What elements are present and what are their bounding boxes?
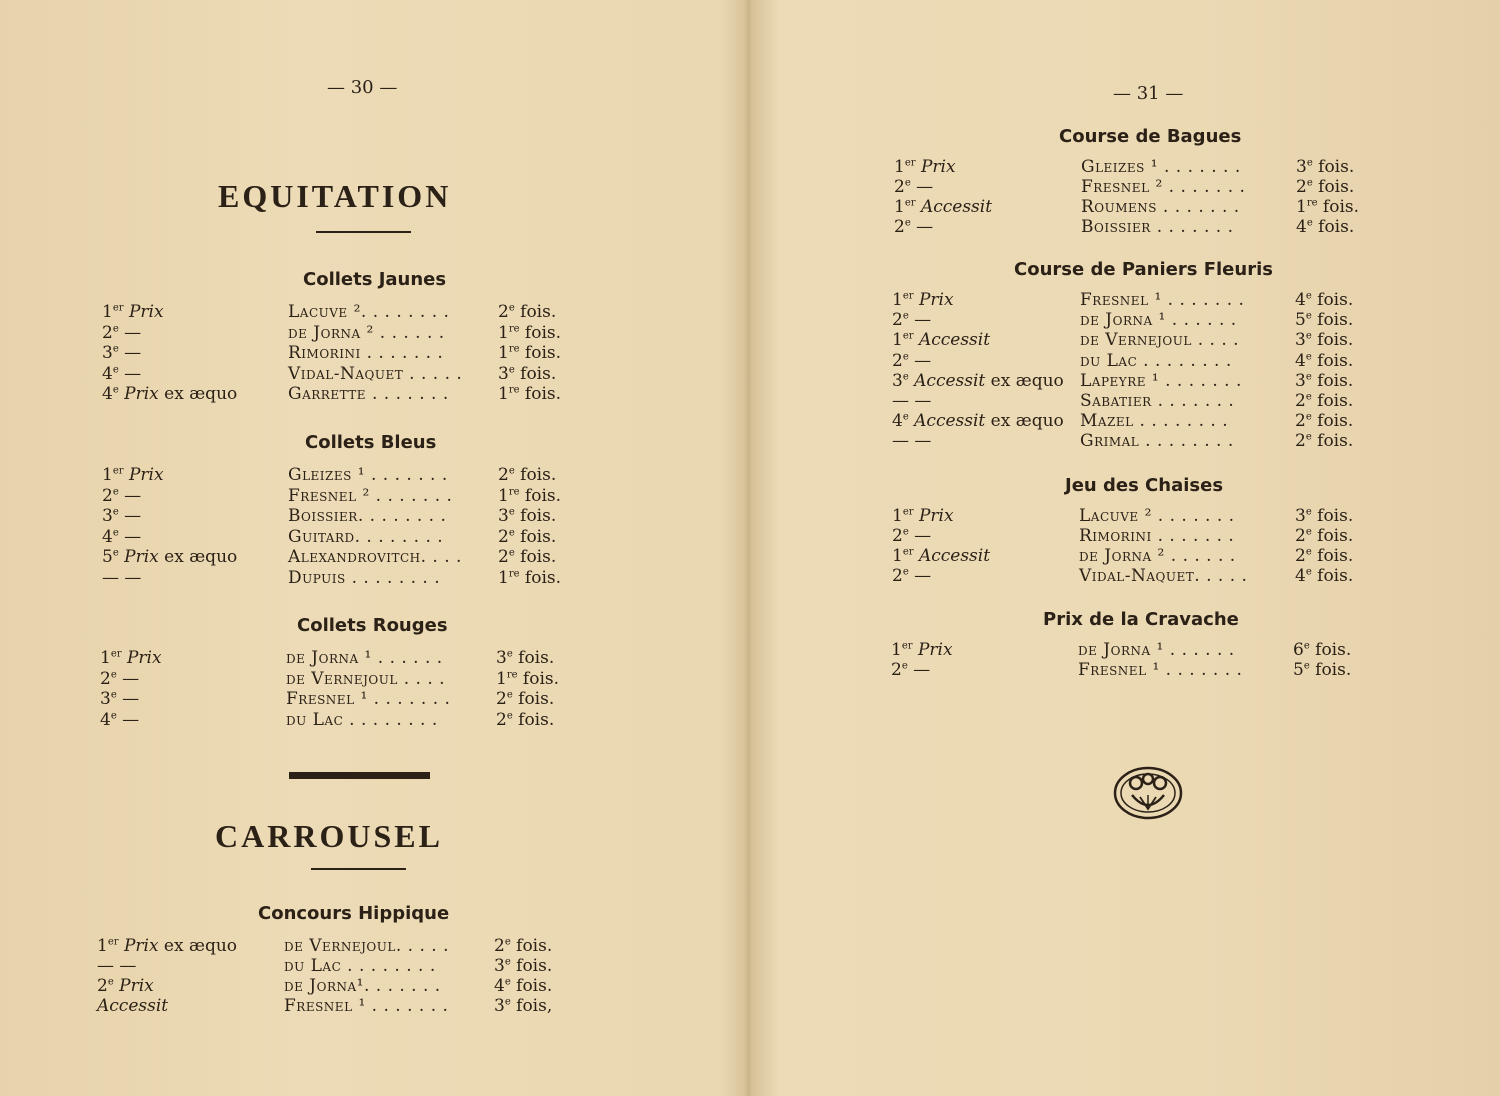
student-name: Alexandrovitch. . . . [288, 547, 462, 567]
award-row [747, 177, 1500, 197]
rank-label: 1er Prix [100, 648, 162, 668]
award-row [747, 546, 1500, 566]
student-name: Fresnel ¹ . . . . . . . [284, 996, 449, 1016]
award-row [747, 310, 1500, 330]
student-name: Fresnel ² . . . . . . . [288, 485, 453, 506]
award-row [0, 648, 745, 668]
right-page [747, 0, 1500, 1096]
award-row [747, 290, 1500, 310]
rank-label: 4e Accessit ex æquo [892, 411, 1064, 432]
times-count: 1re fois. [498, 384, 562, 404]
times-count: 2e fois. [1295, 546, 1354, 566]
student-name: Dupuis . . . . . . . . [288, 567, 441, 588]
student-name: de Vernejoul. . . . . [284, 936, 449, 956]
divider-thick [289, 772, 430, 779]
rank-label: 4e — [100, 709, 140, 730]
rank-label: 2e — [892, 350, 932, 371]
student-name: de Vernejoul . . . . [286, 668, 446, 689]
student-name: de Jorna ¹ . . . . . . [1078, 640, 1235, 660]
student-name: Gleizes ¹ . . . . . . . [288, 465, 448, 485]
times-count: 2e fois. [1295, 391, 1354, 411]
student-name: Lapeyre ¹ . . . . . . . [1080, 370, 1242, 391]
student-name: de Jorna ² . . . . . . [1079, 546, 1236, 566]
student-name: de Jorna ¹ . . . . . . [1080, 310, 1237, 331]
award-row [747, 640, 1500, 660]
times-count: 2e fois. [496, 709, 555, 730]
section-heading: Course de Paniers Fleuris [1014, 259, 1273, 280]
rank-label: 1er Prix [892, 290, 954, 310]
rank-label: 1er Prix [891, 640, 953, 660]
times-count: 3e fois. [494, 956, 553, 976]
student-name: Mazel . . . . . . . . [1080, 411, 1229, 432]
rank-label: 1er Prix [894, 157, 956, 177]
times-count: 2e fois. [498, 465, 557, 485]
award-row [0, 323, 745, 343]
award-row [0, 527, 745, 547]
times-count: 2e fois. [1295, 431, 1354, 452]
section-heading: Collets Rouges [297, 615, 448, 636]
rank-label: 4e Prix ex æquo [102, 384, 238, 404]
rank-label: 1er Prix [102, 302, 164, 322]
student-name: Roumens . . . . . . . [1081, 197, 1240, 217]
rank-label: 2e — [894, 177, 934, 197]
student-name: Fresnel ¹ . . . . . . . [286, 689, 451, 709]
student-name: du Lac . . . . . . . . [284, 956, 436, 976]
times-count: 4e fois. [494, 976, 553, 996]
award-row [0, 343, 745, 363]
student-name: Grimal . . . . . . . . [1080, 431, 1234, 452]
times-count: 2e fois. [498, 547, 557, 567]
divider [311, 868, 406, 870]
student-name: Boissier. . . . . . . . [288, 506, 447, 526]
times-count: 4e fois. [1296, 217, 1355, 237]
rank-label: 1er Prix [102, 465, 164, 485]
rank-label: 3e — [102, 506, 142, 526]
award-row [0, 669, 745, 689]
rank-label: 2e — [891, 660, 931, 680]
times-count: 3e fois, [494, 996, 553, 1016]
times-count: 3e fois. [496, 648, 555, 668]
times-count: 2e fois. [498, 302, 557, 322]
times-count: 2e fois. [1295, 411, 1354, 432]
award-row [747, 197, 1500, 217]
times-count: 3e fois. [1295, 506, 1354, 526]
student-name: Fresnel ¹ . . . . . . . [1080, 290, 1245, 310]
award-row [747, 330, 1500, 350]
student-name: Rimorini . . . . . . . [288, 343, 444, 363]
rank-label: 3e — [102, 343, 142, 363]
award-row [0, 689, 745, 709]
times-count: 3e fois. [498, 363, 557, 384]
times-count: 4e fois. [1295, 566, 1354, 586]
ornament-icon [1112, 765, 1184, 821]
rank-label: 1er Accessit [894, 197, 993, 217]
student-name: Gleizes ¹ . . . . . . . [1081, 157, 1241, 177]
times-count: 2e fois. [496, 689, 555, 709]
student-name: Guitard. . . . . . . . [288, 526, 444, 547]
student-name: Vidal-Naquet. . . . . [1079, 566, 1248, 586]
times-count: 1re fois. [498, 485, 562, 506]
times-count: 3e fois. [1296, 157, 1355, 177]
award-row [0, 302, 745, 322]
award-row [747, 566, 1500, 586]
rank-label: 1er Accessit [892, 330, 991, 351]
award-row [747, 526, 1500, 546]
section-heading: Collets Bleus [305, 432, 437, 453]
section-heading: Course de Bagues [1059, 126, 1242, 147]
student-name: Lacuve ². . . . . . . . [288, 302, 450, 322]
rank-label: Accessit [97, 996, 169, 1016]
rank-label: 1er Prix ex æquo [97, 936, 238, 956]
left-page [0, 0, 745, 1096]
student-name: du Lac . . . . . . . . [1080, 350, 1232, 371]
student-name: Lacuve ² . . . . . . . [1079, 506, 1235, 526]
times-count: 3e fois. [1295, 330, 1354, 351]
student-name: Vidal-Naquet . . . . . [288, 363, 463, 384]
rank-label: 2e — [100, 668, 140, 689]
award-row [0, 364, 745, 384]
award-row [0, 976, 745, 996]
rank-label: 2e — [892, 526, 932, 546]
student-name: de Jorna ² . . . . . . [288, 322, 445, 343]
award-row [0, 568, 745, 588]
rank-label: — — [892, 431, 932, 452]
rank-label: 2e — [102, 322, 142, 343]
times-count: 1re fois. [1296, 197, 1360, 217]
times-count: 1re fois. [496, 668, 560, 689]
award-row [0, 384, 745, 404]
award-row [0, 710, 745, 730]
times-count: 1re fois. [498, 322, 562, 343]
student-name: de Jorna¹. . . . . . . [284, 976, 441, 996]
award-row [747, 411, 1500, 431]
student-name: Boissier . . . . . . . [1081, 217, 1234, 237]
times-count: 4e fois. [1295, 290, 1354, 310]
student-name: de Vernejoul . . . . [1080, 330, 1240, 351]
section-title-equitation: EQUITATION [218, 178, 452, 214]
times-count: 5e fois. [1295, 310, 1354, 331]
student-name: Garrette . . . . . . . [288, 384, 449, 404]
times-count: 2e fois. [494, 936, 553, 956]
section-heading: Collets Jaunes [303, 269, 447, 290]
rank-label: — — [97, 956, 137, 976]
student-name: Fresnel ¹ . . . . . . . [1078, 660, 1243, 680]
page-number: — 30 — [327, 77, 398, 98]
award-row [0, 506, 745, 526]
rank-label: 2e Prix [97, 976, 154, 996]
award-row [747, 217, 1500, 237]
times-count: 2e fois. [1296, 177, 1355, 197]
award-row [0, 486, 745, 506]
award-row [747, 660, 1500, 680]
section-heading: Concours Hippique [258, 903, 450, 924]
award-row [747, 157, 1500, 177]
times-count: 2e fois. [1295, 526, 1354, 546]
student-name: du Lac . . . . . . . . [286, 709, 438, 730]
student-name: Fresnel ² . . . . . . . [1081, 177, 1246, 197]
rank-label: 2e — [892, 310, 932, 331]
award-row [0, 956, 745, 976]
times-count: 1re fois. [498, 343, 562, 363]
rank-label: 4e — [102, 363, 142, 384]
rank-label: 4e — [102, 526, 142, 547]
times-count: 3e fois. [498, 506, 557, 526]
section-heading: Prix de la Cravache [1043, 609, 1239, 630]
award-row [0, 465, 745, 485]
section-title-carrousel: CARROUSEL [215, 818, 443, 854]
student-name: Rimorini . . . . . . . [1079, 526, 1235, 546]
award-row [0, 936, 745, 956]
times-count: 6e fois. [1293, 640, 1352, 660]
award-row [747, 391, 1500, 411]
rank-label: 5e Prix ex æquo [102, 547, 238, 567]
times-count: 3e fois. [1295, 370, 1354, 391]
rank-label: 1er Accessit [892, 546, 991, 566]
times-count: 1re fois. [498, 567, 562, 588]
rank-label: — — [102, 567, 142, 588]
times-count: 2e fois. [498, 526, 557, 547]
page-number: — 31 — [1113, 83, 1184, 104]
rank-label: 2e — [892, 566, 932, 586]
rank-label: 2e — [102, 485, 142, 506]
times-count: 5e fois. [1293, 660, 1352, 680]
award-row [0, 547, 745, 567]
award-row [0, 996, 745, 1016]
section-heading: Jeu des Chaises [1065, 475, 1224, 496]
rank-label: — — [892, 391, 932, 411]
rank-label: 2e — [894, 217, 934, 237]
award-row [747, 351, 1500, 371]
award-row [747, 371, 1500, 391]
award-row [747, 506, 1500, 526]
student-name: Sabatier . . . . . . . [1080, 391, 1235, 411]
rank-label: 1er Prix [892, 506, 954, 526]
divider [316, 231, 411, 233]
rank-label: 3e — [100, 689, 140, 709]
student-name: de Jorna ¹ . . . . . . [286, 648, 443, 668]
award-row [747, 431, 1500, 451]
times-count: 4e fois. [1295, 350, 1354, 371]
rank-label: 3e Accessit ex æquo [892, 370, 1064, 391]
